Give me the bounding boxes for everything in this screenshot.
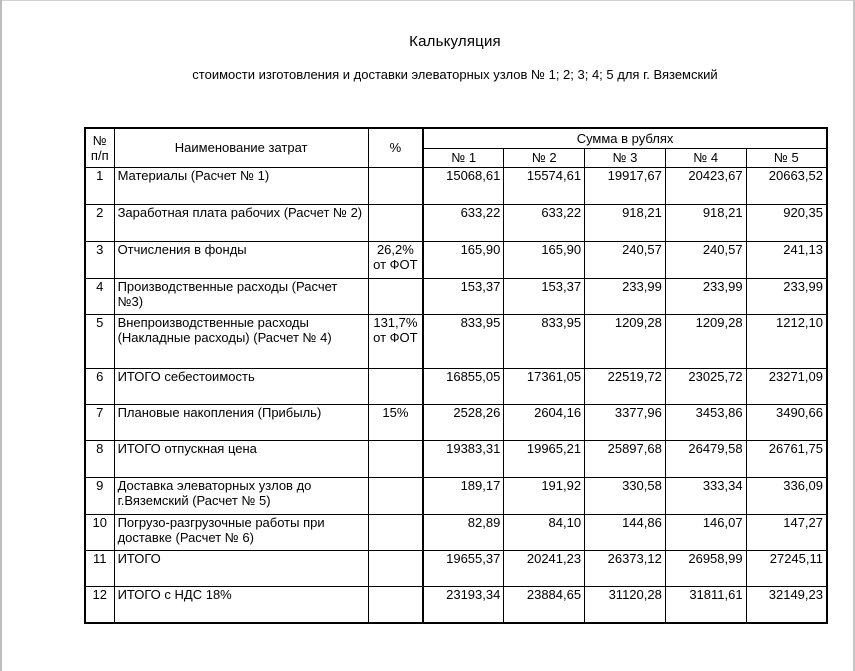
row-sum-unit-3: 330,58 (585, 477, 666, 514)
row-sum-unit-2: 833,95 (504, 314, 585, 368)
row-cost-name: Доставка элеваторных узлов до г.Вяземский (Расчет № 5) (114, 477, 368, 514)
row-percent (368, 167, 423, 204)
table-row (85, 368, 827, 404)
table-body (85, 167, 827, 623)
page-edge-left (0, 0, 2, 671)
table-row (85, 586, 827, 623)
row-sum-unit-2: 84,10 (504, 514, 585, 550)
table-row (85, 314, 827, 368)
row-sum-unit-4: 233,99 (665, 278, 746, 314)
row-number: 7 (85, 404, 114, 440)
row-sum-unit-2: 191,92 (504, 477, 585, 514)
row-percent (368, 550, 423, 586)
table-row (85, 241, 827, 278)
row-sum-unit-1: 2528,26 (423, 404, 504, 440)
row-sum-unit-2: 19965,21 (504, 440, 585, 477)
row-percent (368, 278, 423, 314)
row-sum-unit-1: 833,95 (423, 314, 504, 368)
row-sum-unit-3: 233,99 (585, 278, 666, 314)
document-subtitle: стоимости изготовления и доставки элеваторных узлов № 1; 2; 3; 4; 5 для г. Вяземский (192, 67, 718, 82)
row-sum-unit-5: 32149,23 (746, 586, 827, 623)
page-edge-top (0, 0, 855, 1)
row-percent (368, 368, 423, 404)
row-sum-unit-3: 31120,28 (585, 586, 666, 623)
row-cost-name: ИТОГО с НДС 18% (114, 586, 368, 623)
document-title: Калькуляция (409, 33, 501, 50)
row-sum-unit-2: 15574,61 (504, 167, 585, 204)
row-number: 12 (85, 586, 114, 623)
row-number: 6 (85, 368, 114, 404)
row-sum-unit-5: 23271,09 (746, 368, 827, 404)
row-sum-unit-5: 26761,75 (746, 440, 827, 477)
row-sum-unit-5: 241,13 (746, 241, 827, 278)
row-sum-unit-1: 15068,61 (423, 167, 504, 204)
header-unit-5: № 5 (746, 148, 827, 167)
row-sum-unit-4: 146,07 (665, 514, 746, 550)
row-sum-unit-4: 31811,61 (665, 586, 746, 623)
row-percent (368, 241, 423, 278)
row-sum-unit-5: 920,35 (746, 204, 827, 241)
row-cost-name: Плановые накопления (Прибыль) (114, 404, 368, 440)
row-sum-unit-3: 26373,12 (585, 550, 666, 586)
row-percent-text: 131,7% от ФОТ (373, 314, 418, 345)
row-cost-name: Материалы (Расчет № 1) (114, 167, 368, 204)
row-percent-text: 26,2% от ФОТ (373, 241, 418, 272)
table-row (85, 514, 827, 550)
header-name: Наименование затрат (114, 128, 368, 167)
row-sum-unit-4: 1209,28 (665, 314, 746, 368)
row-sum-unit-2: 17361,05 (504, 368, 585, 404)
row-percent (368, 404, 423, 440)
calculation-table (84, 127, 828, 624)
row-number: 9 (85, 477, 114, 514)
row-sum-unit-5: 3490,66 (746, 404, 827, 440)
row-number: 5 (85, 314, 114, 368)
table-row (85, 477, 827, 514)
header-unit-1: № 1 (423, 148, 504, 167)
table-row (85, 440, 827, 477)
header-num: № п/п (85, 128, 114, 167)
row-percent-text: 15% (382, 404, 409, 420)
row-percent (368, 440, 423, 477)
row-sum-unit-2: 153,37 (504, 278, 585, 314)
row-cost-name: Отчисления в фонды (114, 241, 368, 278)
row-sum-unit-3: 22519,72 (585, 368, 666, 404)
table-row (85, 404, 827, 440)
row-percent (368, 586, 423, 623)
row-cost-name: Погрузо-разгрузочные работы при доставке (Расчет № 6) (114, 514, 368, 550)
row-sum-unit-4: 26958,99 (665, 550, 746, 586)
row-sum-unit-3: 1209,28 (585, 314, 666, 368)
row-cost-name: ИТОГО отпускная цена (114, 440, 368, 477)
row-sum-unit-1: 82,89 (423, 514, 504, 550)
row-sum-unit-5: 147,27 (746, 514, 827, 550)
row-percent (368, 477, 423, 514)
row-sum-unit-1: 189,17 (423, 477, 504, 514)
header-unit-4: № 4 (665, 148, 746, 167)
row-sum-unit-5: 1212,10 (746, 314, 827, 368)
row-sum-unit-1: 19383,31 (423, 440, 504, 477)
row-sum-unit-4: 333,34 (665, 477, 746, 514)
row-sum-unit-2: 20241,23 (504, 550, 585, 586)
row-sum-unit-4: 918,21 (665, 204, 746, 241)
header-sum: Сумма в рублях (423, 128, 827, 148)
row-sum-unit-5: 233,99 (746, 278, 827, 314)
row-sum-unit-1: 633,22 (423, 204, 504, 241)
table-row (85, 550, 827, 586)
row-sum-unit-3: 144,86 (585, 514, 666, 550)
row-number: 2 (85, 204, 114, 241)
row-sum-unit-1: 19655,37 (423, 550, 504, 586)
row-sum-unit-4: 240,57 (665, 241, 746, 278)
row-percent (368, 514, 423, 550)
row-number: 10 (85, 514, 114, 550)
row-sum-unit-4: 3453,86 (665, 404, 746, 440)
row-number: 4 (85, 278, 114, 314)
row-sum-unit-1: 165,90 (423, 241, 504, 278)
row-sum-unit-3: 19917,67 (585, 167, 666, 204)
row-sum-unit-4: 20423,67 (665, 167, 746, 204)
row-percent (368, 204, 423, 241)
row-sum-unit-2: 2604,16 (504, 404, 585, 440)
header-unit-2: № 2 (504, 148, 585, 167)
row-cost-name: ИТОГО себестоимость (114, 368, 368, 404)
row-sum-unit-2: 23884,65 (504, 586, 585, 623)
row-number: 1 (85, 167, 114, 204)
row-sum-unit-5: 20663,52 (746, 167, 827, 204)
row-sum-unit-3: 25897,68 (585, 440, 666, 477)
row-sum-unit-1: 23193,34 (423, 586, 504, 623)
row-sum-unit-3: 3377,96 (585, 404, 666, 440)
row-sum-unit-1: 153,37 (423, 278, 504, 314)
row-percent (368, 314, 423, 368)
table-row (85, 204, 827, 241)
row-cost-name: ИТОГО (114, 550, 368, 586)
row-sum-unit-4: 23025,72 (665, 368, 746, 404)
row-sum-unit-2: 633,22 (504, 204, 585, 241)
row-number: 11 (85, 550, 114, 586)
row-sum-unit-2: 165,90 (504, 241, 585, 278)
row-cost-name: Производственные расходы (Расчет №3) (114, 278, 368, 314)
row-sum-unit-1: 16855,05 (423, 368, 504, 404)
table-row (85, 278, 827, 314)
row-number: 3 (85, 241, 114, 278)
header-percent: % (368, 128, 423, 167)
row-cost-name: Заработная плата рабочих (Расчет № 2) (114, 204, 368, 241)
row-sum-unit-5: 27245,11 (746, 550, 827, 586)
table-header-row (85, 128, 827, 148)
table-row (85, 167, 827, 204)
row-number: 8 (85, 440, 114, 477)
row-sum-unit-4: 26479,58 (665, 440, 746, 477)
row-sum-unit-5: 336,09 (746, 477, 827, 514)
row-sum-unit-3: 240,57 (585, 241, 666, 278)
row-sum-unit-3: 918,21 (585, 204, 666, 241)
header-unit-3: № 3 (585, 148, 666, 167)
row-cost-name: Внепроизводственные расходы (Накладные расходы) (Расчет № 4) (114, 314, 368, 368)
